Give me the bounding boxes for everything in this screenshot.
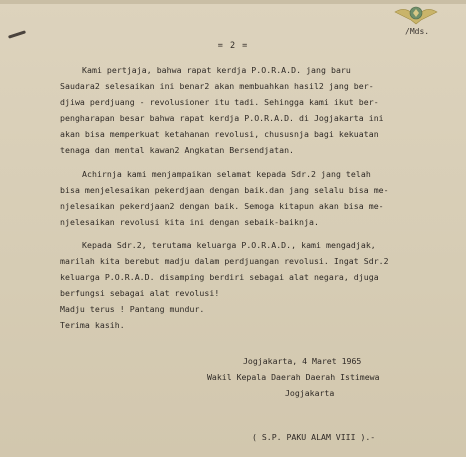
paragraph-1-line-2: Saudara2 selesaikan ini benar2 akan membuahkan hasil2 jang ber- xyxy=(60,81,374,91)
paragraph-1-line-1: Kami pertjaja, bahwa rapat kerdja P.O.R.A.D. jang baru xyxy=(82,65,351,75)
paragraph-3-line-3: keluarga P.O.R.A.D. disamping berdiri sebagai alat negara, djuga xyxy=(60,272,379,282)
paragraph-1-line-4: pengharapan besar bahwa rapat kerdja P.O.R.A.D. di Jogjakarta ini xyxy=(60,113,384,123)
place-date: Jogjakarta, 4 Maret 1965 xyxy=(243,356,362,366)
typist-initials: /Mds. xyxy=(405,27,430,36)
page-number: = 2 = xyxy=(217,41,249,51)
signatory-name: ( S.P. PAKU ALAM VIII ).- xyxy=(252,432,376,442)
closing-line-1: Madju terus ! Pantang mundur. xyxy=(60,304,205,314)
signatory-position: Wakil Kepala Daerah Daerah Istimewa xyxy=(207,372,380,382)
paragraph-3-line-4: berfungsi sebagai alat revolusi! xyxy=(60,288,220,298)
paragraph-1-line-6: tenaga dan mental kawan2 Angkatan Bersendjatan. xyxy=(60,145,295,155)
paragraph-2-line-1: Achirnja kami menjampaikan selamat kepada Sdr.2 jang telah xyxy=(82,169,371,179)
paragraph-2-line-4: njelesaikan revolusi kita ini dengan sebaik-baiknja. xyxy=(60,217,319,227)
signatory-region: Jogjakarta xyxy=(285,388,335,398)
paragraph-1-line-5: akan bisa memperkuat ketahanan revolusi, chususnja bagi kekuatan xyxy=(60,129,379,139)
paragraph-1-line-3: djiwa perdjuang - revolusioner itu tadi. Sehingga kami ikut ber- xyxy=(60,97,379,107)
paragraph-3-line-1: Kepada Sdr.2, terutama keluarga P.O.R.A.D., kami mengadjak, xyxy=(82,240,376,250)
paragraph-2-line-2: bisa menjelesaikan pekerdjaan dengan baik.dan jang selalu bisa me- xyxy=(60,185,389,195)
paragraph-2-line-3: njelesaikan pekerdjaan2 dengan baik. Semoga kitapun akan bisa me- xyxy=(60,201,384,211)
closing-line-2: Terima kasih. xyxy=(60,320,125,330)
pen-mark xyxy=(8,30,26,38)
paragraph-3-line-2: marilah kita berebut madju dalam perdjuangan revolusi. Ingat Sdr.2 xyxy=(60,256,389,266)
